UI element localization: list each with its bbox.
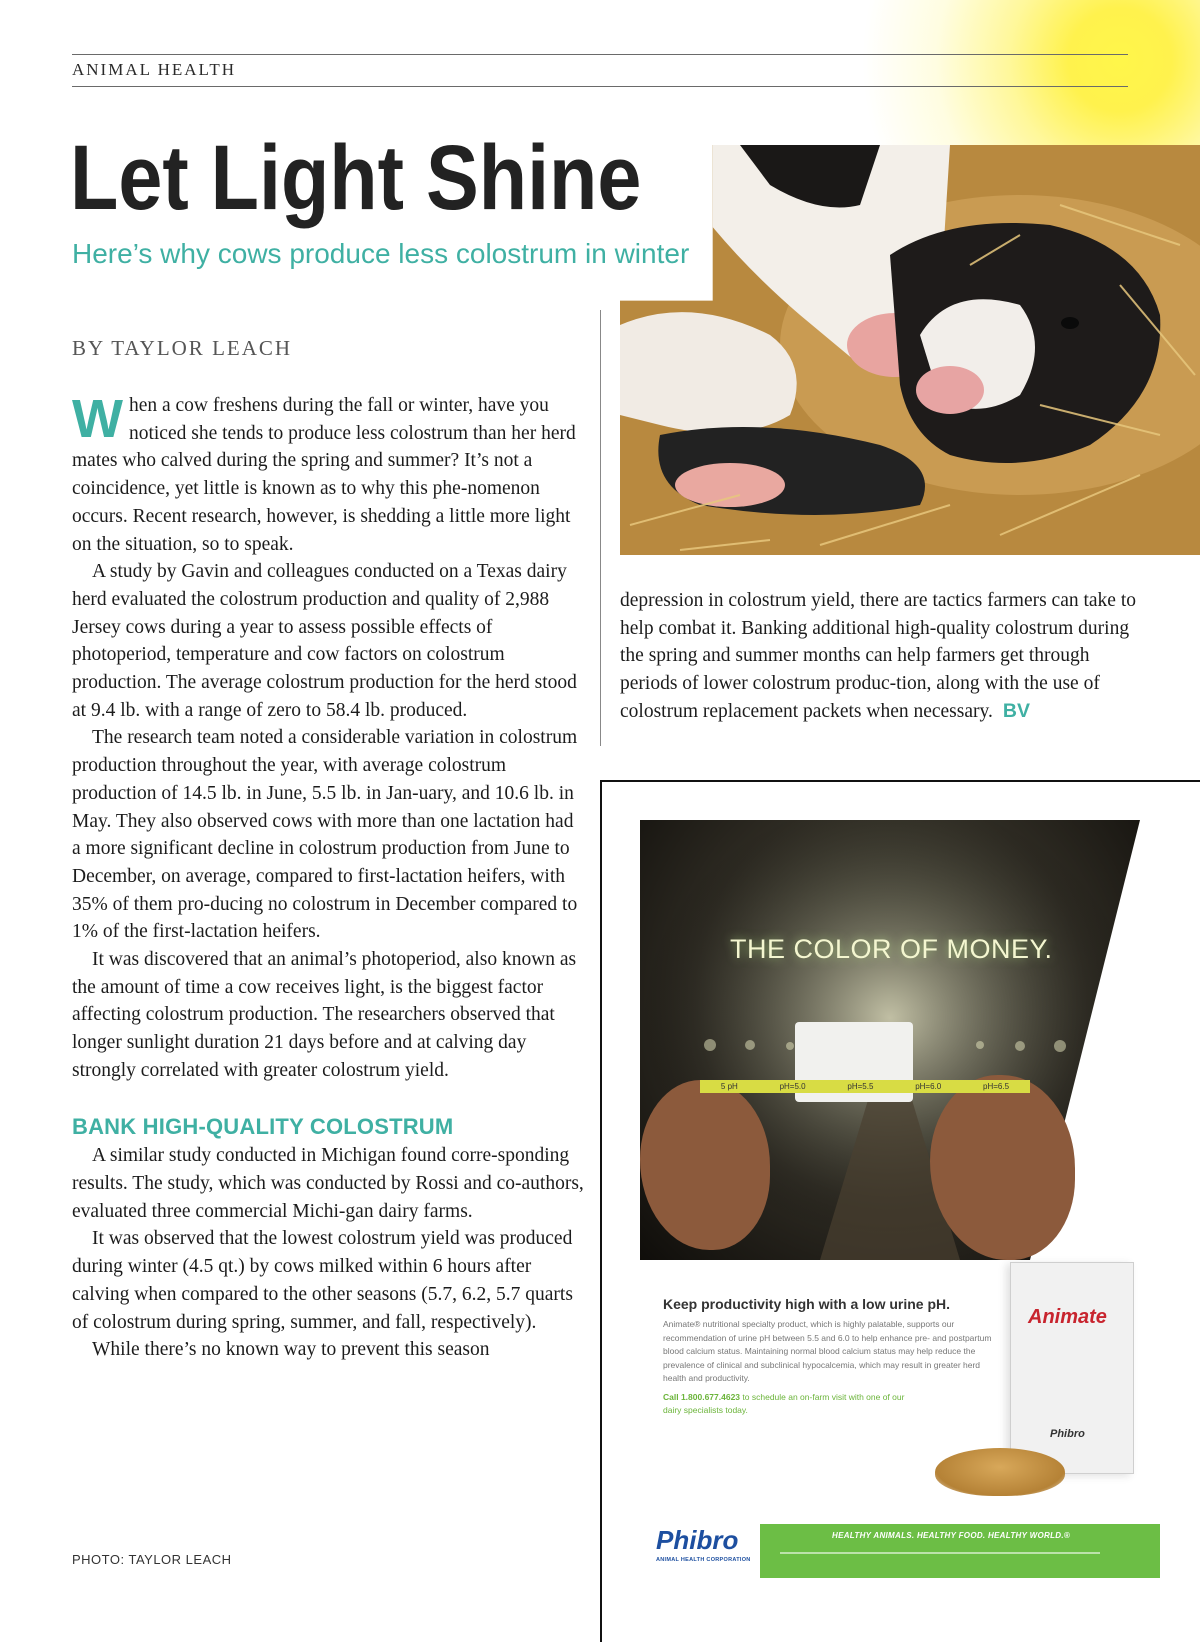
end-mark: BV — [1002, 699, 1030, 722]
ph-test-strip: 5 pH pH=5.0 pH=5.5 pH=6.0 pH=6.5 — [700, 1080, 1030, 1093]
ad-subhead: Keep productivity high with a low urine pH. — [663, 1296, 951, 1312]
ad-call-to-action: Call 1.800.677.4623 to schedule an on-farm visit with one of our dairy specialists today. — [663, 1392, 905, 1415]
header-bottom-rule — [72, 86, 1128, 87]
cow-calf-illustration — [620, 145, 1200, 555]
article-paragraph: It was discovered that an animal’s photoperiod, also known as the amount of time a cow receives light, is the biggest factor affecting colostrum production. The researchers observed that longer sunlight duration 21 days before and at calving day strongly correlated with greater colostrum yield. — [72, 949, 577, 1081]
ad-tagline: HEALTHY ANIMALS. HEALTHY FOOD. HEALTHY WORLD.® — [832, 1531, 1071, 1540]
phibro-corporation-label: ANIMAL HEALTH CORPORATION — [656, 1557, 751, 1563]
article-paragraph: The research team noted a considerable variation in colostrum production throughout the year, with average colostrum production of 14.5 lb. in June, 5.5 lb. in Jan-uary, and 10.6 lb. in May. They also observed cows with more than one lactation had a more significant decline in colostrum production from June to December, on average, compared to first-lactation heifers, with 35% of them pro-ducing no colostrum in December compared to 1% of the first-lactation heifers. — [72, 727, 578, 943]
article-body-right-column — [620, 587, 1150, 726]
photo-credit: PHOTO: TAYLOR LEACH — [72, 1552, 232, 1567]
product-brand-logo: Animate — [1028, 1306, 1107, 1328]
feed-pile — [935, 1448, 1065, 1496]
column-divider — [600, 310, 601, 746]
article-paragraph: When a cow freshens during the fall or winter, have you noticed she tends to produce less colostrum than her herd mates who calved during the spring and summer? It’s not a coincidence, yet little is known as to why this phe-nomenon occurs. Recent research, however, is shedding a little more light on the situation, so to speak. — [72, 389, 576, 555]
phibro-logo: Phibro — [656, 1525, 739, 1555]
bag-phibro-logo: Phibro — [1050, 1428, 1085, 1440]
article-paragraph: A similar study conducted in Michigan found corre-sponding results. The study, which was conducted by Rossi and co-authors, evaluated three commercial Michi-gan dairy farms. — [72, 1145, 584, 1222]
byline: BY TAYLOR LEACH — [72, 336, 293, 360]
ad-fine-print-line — [780, 1552, 1100, 1554]
article-title: Let Light Shine — [70, 127, 642, 229]
article-paragraph: depression in colostrum yield, there are tactics farmers can take to help combat it. Banking additional high-quality colostrum during the spring and summer months can help farmers get through periods of lower colostrum produc-tion, along with the use of colostrum replacement packets when necessary. BV — [620, 590, 1137, 722]
header-top-rule — [72, 54, 1128, 55]
ad-body-text: Animate® nutritional specialty product, which is highly palatable, supports our recommendation of urine pH between 5.5 and 6.0 to help enhance pre- and postpartum blood calcium status. Maintaining normal blood calcium status may help reduce the prevalence of clinical and subclinical hypocalcemia, which may result in greater herd health and productivity. — [663, 1319, 992, 1383]
section-subhead: BANK HIGH-QUALITY COLOSTRUM — [72, 1113, 454, 1139]
ad-phone-number: Call 1.800.677.4623 — [663, 1392, 741, 1402]
drop-cap: W — [72, 389, 123, 449]
article-paragraph: It was observed that the lowest colostrum yield was produced during winter (4.5 qt.) by cows milked within 6 hours after calving when compared to the other seasons (5.7, 6.2, 5.7 quarts of colostrum during spring, summer, and fall, respectively). — [72, 1228, 573, 1333]
ad-headline: THE COLOR OF MONEY. — [730, 934, 1053, 964]
cow-and-calf-photo — [620, 145, 1200, 555]
product-bag — [1010, 1262, 1134, 1474]
section-label: ANIMAL HEALTH — [72, 60, 237, 79]
article-body-left-column — [72, 389, 584, 1364]
article-subtitle: Here’s why cows produce less colostrum in winter — [72, 238, 690, 269]
article-paragraph: While there’s no known way to prevent this season — [92, 1339, 490, 1361]
article-paragraph: A study by Gavin and colleagues conducted on a Texas dairy herd evaluated the colostrum production and quality of 2,988 Jersey cows during a year to assess possible effects of photoperiod, temperature and cow factors on colostrum production. The average colostrum production for the herd stood at 9.4 lb. with a range of zero to 58.4 lb. produced. — [72, 561, 577, 721]
